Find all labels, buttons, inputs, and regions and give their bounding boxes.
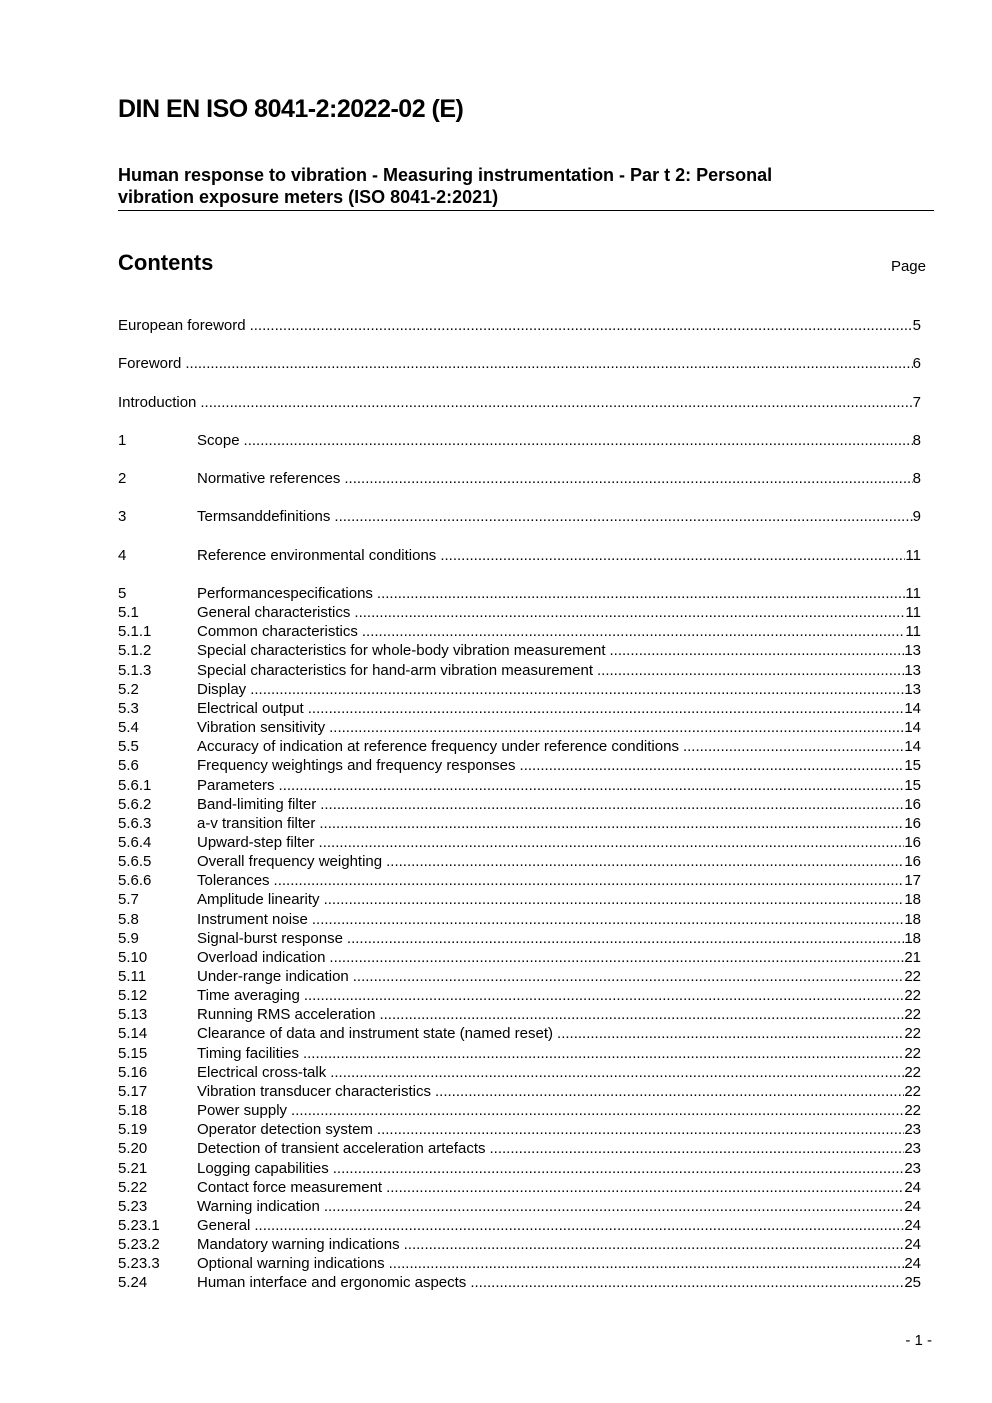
toc-entry-page: 14	[904, 719, 921, 737]
toc-entry[interactable]	[118, 1197, 921, 1216]
toc-entry[interactable]	[118, 431, 921, 450]
toc-leader-dots	[377, 584, 906, 603]
page-number: - 1 -	[905, 1332, 932, 1349]
toc-entry-number: 5.6.3	[118, 814, 152, 832]
toc-entry[interactable]	[118, 967, 921, 986]
toc-entry[interactable]	[118, 699, 921, 718]
toc-entry[interactable]	[118, 316, 921, 335]
toc-entry-title: Power supply	[197, 1102, 288, 1120]
toc-leader-dots	[344, 469, 912, 488]
title-divider	[118, 210, 934, 211]
toc-leader-dots	[320, 795, 904, 814]
toc-entry-number: 5.17	[118, 1082, 148, 1100]
toc-entry-number: 5.16	[118, 1063, 148, 1081]
toc-entry-number: 4	[118, 547, 127, 564]
toc-entry-page: 14	[904, 738, 921, 756]
toc-entry-page: 17	[904, 872, 921, 890]
toc-entry-page: 24	[904, 1216, 921, 1234]
toc-entry-number: 1	[118, 432, 127, 449]
toc-entry-page: 11	[905, 604, 921, 622]
toc-entry-number: 5.13	[118, 1006, 148, 1024]
toc-leader-dots	[683, 737, 904, 756]
toc-entry-page: 22	[904, 1044, 921, 1062]
toc-leader-dots	[324, 890, 905, 909]
toc-entry[interactable]	[118, 1024, 921, 1043]
toc-entry-page: 11	[905, 547, 921, 564]
toc-entry-page: 7	[912, 394, 921, 411]
toc-entry-title: Signal-burst response	[197, 929, 343, 947]
toc-entry-title: European foreword	[118, 317, 246, 334]
toc-entry-number: 5.4	[118, 719, 139, 737]
toc-entry[interactable]	[118, 1139, 921, 1158]
toc-entry-title: Normative references	[197, 470, 341, 487]
toc-entry[interactable]	[118, 622, 921, 641]
toc-entry[interactable]	[118, 871, 921, 890]
toc-entry-number: 5.6.5	[118, 853, 152, 871]
toc-entry-number: 5.14	[118, 1025, 148, 1043]
toc-entry-number: 5.5	[118, 738, 139, 756]
toc-entry[interactable]	[118, 603, 921, 622]
toc-leader-dots	[319, 814, 904, 833]
toc-entry-title: Overload indication	[197, 948, 326, 966]
toc-entry-page: 22	[904, 1063, 921, 1081]
toc-entry[interactable]	[118, 469, 921, 488]
toc-entry-page: 22	[904, 968, 921, 985]
toc-entry-number: 5.6.2	[118, 795, 152, 813]
toc-entry-number: 2	[118, 470, 127, 487]
subtitle-line-1: Human response to vibration - Measuring instrumentation - Par t 2: Personal	[118, 165, 773, 185]
toc-entry[interactable]	[118, 929, 921, 948]
toc-entry[interactable]	[118, 1101, 921, 1120]
toc-entry-title: Tolerances	[197, 872, 270, 890]
toc-entry-page: 14	[904, 699, 921, 717]
toc-leader-dots	[597, 661, 904, 680]
toc-entry-page: 24	[904, 1236, 921, 1254]
toc-entry-title: Warning indication	[197, 1197, 320, 1215]
toc-leader-dots	[362, 622, 906, 641]
toc-leader-dots	[440, 546, 905, 565]
toc-entry-title: Vibration sensitivity	[197, 719, 326, 737]
toc-entry-number: 5.1	[118, 604, 139, 622]
toc-entry-number: 5.1.2	[118, 642, 152, 660]
toc-entry-title: Introduction	[118, 394, 197, 411]
toc-entry-number: 5.15	[118, 1044, 148, 1062]
toc-entry-page: 13	[904, 680, 921, 698]
toc-entry[interactable]	[118, 776, 921, 795]
toc-entry[interactable]	[118, 1178, 921, 1197]
toc-leader-dots	[353, 967, 905, 986]
toc-entry[interactable]	[118, 795, 921, 814]
toc-entry-page: 23	[904, 1159, 921, 1177]
toc-entry-page: 15	[904, 776, 921, 794]
toc-leader-dots	[379, 1005, 904, 1024]
toc-entry-page: 24	[904, 1178, 921, 1196]
toc-leader-dots	[308, 699, 905, 718]
toc-leader-dots	[244, 431, 913, 450]
toc-entry-title: Detection of transient acceleration artefacts	[197, 1140, 486, 1158]
toc-entry-number: 5.20	[118, 1140, 148, 1158]
toc-entry-number: 5.8	[118, 910, 139, 928]
toc-entry-page: 24	[904, 1255, 921, 1273]
toc-entry-number: 5.18	[118, 1102, 148, 1120]
toc-entry[interactable]	[118, 584, 921, 603]
toc-entry-number: 5.11	[118, 968, 147, 985]
toc-entry-page: 8	[912, 470, 921, 487]
toc-entry-number: 5.9	[118, 929, 139, 947]
toc-entry[interactable]	[118, 1273, 921, 1292]
toc-entry-title: Upward-step filter	[197, 833, 315, 851]
toc-entry-number: 5.7	[118, 891, 139, 909]
toc-entry-title: Electrical cross-talk	[197, 1063, 327, 1081]
toc-leader-dots	[435, 1082, 904, 1101]
toc-entry-page: 22	[904, 987, 921, 1005]
toc-entry[interactable]	[118, 1235, 921, 1254]
toc-entry[interactable]	[118, 507, 921, 526]
toc-entry-title: Amplitude linearity	[197, 891, 320, 909]
toc-entry-page: 11	[905, 585, 921, 602]
toc-entry-page: 23	[904, 1140, 921, 1158]
toc-leader-dots	[250, 316, 913, 335]
toc-entry-page: 5	[912, 317, 921, 334]
toc-entry-page: 18	[904, 910, 921, 928]
toc-entry-page: 16	[904, 814, 921, 832]
toc-entry-title: Mandatory warning indications	[197, 1236, 400, 1254]
toc-entry-title: Accuracy of indication at reference frequency under reference conditions	[197, 738, 679, 756]
toc-leader-dots	[250, 680, 904, 699]
toc-entry-page: 16	[904, 853, 921, 871]
toc-leader-dots	[610, 641, 905, 660]
toc-entry-page: 6	[912, 355, 921, 372]
toc-entry-title: Special characteristics for whole-body vibration measurement	[197, 642, 606, 660]
toc-leader-dots	[200, 393, 912, 412]
toc-entry[interactable]	[118, 1063, 921, 1082]
toc-leader-dots	[274, 871, 905, 890]
toc-entry-number: 5.1.3	[118, 661, 152, 679]
contents-heading: Contents	[118, 250, 214, 275]
toc-entry-title: Running RMS acceleration	[197, 1006, 376, 1024]
toc-entry-page: 8	[912, 432, 921, 449]
toc-entry-title: Special characteristics for hand-arm vibration measurement	[197, 661, 593, 679]
toc-entry-page: 22	[904, 1082, 921, 1100]
toc-leader-dots	[333, 1159, 905, 1178]
toc-entry-number: 5.23.1	[118, 1216, 160, 1234]
toc-entry-title: Contact force measurement	[197, 1178, 383, 1196]
toc-entry-number: 5.21	[118, 1159, 148, 1177]
toc-entry-number: 5.6.1	[118, 776, 152, 794]
toc-entry-title: Scope	[197, 432, 240, 449]
toc-entry-title: Overall frequency weighting	[197, 853, 383, 871]
toc-entry[interactable]	[118, 1044, 921, 1063]
toc-leader-dots	[490, 1139, 905, 1158]
toc-entry-title: Under-range indication	[197, 968, 349, 985]
toc-entry[interactable]	[118, 986, 921, 1005]
toc-leader-dots	[319, 833, 905, 852]
subtitle-line-2: vibration exposure meters (ISO 8041-2:2021)	[118, 187, 499, 207]
toc-leader-dots	[470, 1273, 904, 1292]
page-column-label: Page	[890, 258, 926, 275]
toc-entry-page: 16	[904, 795, 921, 813]
toc-entry[interactable]	[118, 354, 921, 373]
toc-entry[interactable]	[118, 1216, 921, 1235]
toc-leader-dots	[386, 1178, 904, 1197]
toc-leader-dots	[254, 1216, 904, 1235]
toc-entry[interactable]	[118, 910, 921, 929]
toc-entry-page: 9	[912, 508, 921, 525]
toc-entry[interactable]	[118, 680, 921, 699]
toc-entry-title: Parameters	[197, 776, 275, 794]
toc-entry-number: 5.22	[118, 1178, 148, 1196]
toc-entry[interactable]	[118, 1005, 921, 1024]
toc-entry-title: Band-limiting filter	[197, 795, 317, 813]
toc-entry-title: Display	[197, 680, 247, 698]
toc-entry-page: 18	[904, 929, 921, 947]
toc-entry-page: 24	[904, 1197, 921, 1215]
toc-entry-title: Foreword	[118, 355, 182, 372]
toc-entry-number: 5	[118, 585, 127, 602]
toc-entry[interactable]	[118, 393, 921, 412]
toc-entry-number: 5.19	[118, 1121, 148, 1139]
toc-entry-number: 5.2	[118, 680, 139, 698]
toc-entry[interactable]	[118, 1254, 921, 1273]
toc-entry-title: a-v transition filter	[197, 814, 316, 832]
toc-entry-number: 5.12	[118, 987, 148, 1005]
toc-entry-title: Logging capabilities	[197, 1159, 329, 1177]
toc-entry-title: Operator detection system	[197, 1121, 373, 1139]
toc-entry-page: 22	[904, 1102, 921, 1120]
toc-leader-dots	[291, 1101, 904, 1120]
toc-entry-page: 21	[904, 948, 921, 966]
toc-leader-dots	[334, 507, 912, 526]
toc-entry-number: 5.23.2	[118, 1236, 160, 1254]
toc-entry-page: 23	[904, 1121, 921, 1139]
toc-entry[interactable]	[118, 737, 921, 756]
toc-entry-title: General characteristics	[197, 604, 351, 622]
document-subtitle	[118, 164, 858, 208]
toc-leader-dots	[389, 1254, 905, 1273]
toc-entry-title: Optional warning indications	[197, 1255, 385, 1273]
toc-leader-dots	[557, 1024, 904, 1043]
toc-leader-dots	[312, 910, 904, 929]
toc-entry[interactable]	[118, 641, 921, 660]
toc-entry[interactable]	[118, 852, 921, 871]
toc-entry[interactable]	[118, 1120, 921, 1139]
toc-leader-dots	[330, 1063, 904, 1082]
toc-entry-title: Termsanddefinitions	[197, 508, 331, 525]
toc-entry-number: 5.6.6	[118, 872, 152, 890]
toc-leader-dots	[185, 354, 912, 373]
toc-entry-title: Common characteristics	[197, 623, 358, 641]
document-id: DIN EN ISO 8041-2:2022-02 (E)	[118, 95, 464, 123]
toc-entry-number: 5.23.3	[118, 1255, 160, 1273]
toc-entry-number: 3	[118, 508, 127, 525]
toc-entry-title: Human interface and ergonomic aspects	[197, 1274, 467, 1292]
toc-entry-title: Vibration transducer characteristics	[197, 1082, 431, 1100]
toc-entry-page: 11	[905, 623, 921, 641]
toc-entry-title: General	[197, 1216, 251, 1234]
toc-entry-title: Performancespecifications	[197, 585, 373, 602]
toc-entry-title: Frequency weightings and frequency responses	[197, 757, 516, 775]
toc-entry-title: Electrical output	[197, 699, 304, 717]
toc-entry-page: 16	[904, 833, 921, 851]
toc-entry-title: Instrument noise	[197, 910, 308, 928]
toc-entry-number: 5.10	[118, 948, 148, 966]
toc-entry[interactable]	[118, 661, 921, 680]
toc-entry[interactable]	[118, 890, 921, 909]
toc-leader-dots	[324, 1197, 904, 1216]
toc-entry-page: 13	[904, 661, 921, 679]
toc-leader-dots	[329, 948, 904, 967]
toc-leader-dots	[354, 603, 905, 622]
toc-entry-page: 13	[904, 642, 921, 660]
toc-entry-number: 5.1.1	[118, 623, 152, 641]
toc-entry-title: Clearance of data and instrument state (named reset)	[197, 1025, 554, 1043]
toc-entry[interactable]	[118, 814, 921, 833]
toc-leader-dots	[386, 852, 904, 871]
toc-entry[interactable]	[118, 948, 921, 967]
toc-entry[interactable]	[118, 1082, 921, 1101]
toc-entry[interactable]	[118, 546, 921, 565]
toc-entry-page: 15	[904, 757, 921, 775]
toc-entry-page: 22	[904, 1006, 921, 1024]
toc-entry-number: 5.3	[118, 699, 139, 717]
toc-entry-title: Reference environmental conditions	[197, 547, 437, 564]
toc-entry-number: 5.23	[118, 1197, 148, 1215]
toc-leader-dots	[404, 1235, 905, 1254]
toc-entry-page: 18	[904, 891, 921, 909]
toc-entry-title: Time averaging	[197, 987, 300, 1005]
toc-entry-number: 5.6.4	[118, 833, 152, 851]
toc-entry-number: 5.6	[118, 757, 139, 775]
toc-entry-title: Timing facilities	[197, 1044, 299, 1062]
toc-leader-dots	[347, 929, 904, 948]
toc-entry[interactable]	[118, 1159, 921, 1178]
toc-leader-dots	[303, 1044, 904, 1063]
toc-entry-number: 5.24	[118, 1274, 148, 1292]
toc-entry-page: 22	[904, 1025, 921, 1043]
toc-entry[interactable]	[118, 756, 921, 775]
toc-leader-dots	[520, 756, 905, 775]
toc-leader-dots	[329, 718, 904, 737]
toc-leader-dots	[377, 1120, 904, 1139]
toc-entry[interactable]	[118, 833, 921, 852]
toc-leader-dots	[304, 986, 904, 1005]
toc-leader-dots	[279, 776, 905, 795]
toc-entry-page: 25	[904, 1274, 921, 1292]
toc-entry[interactable]	[118, 718, 921, 737]
